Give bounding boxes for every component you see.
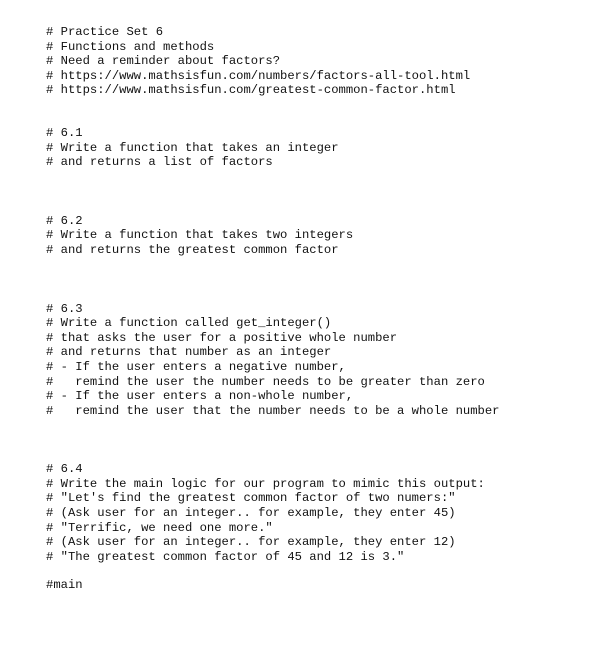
code-line: # https://www.mathsisfun.com/numbers/factors-all-tool.html: [46, 68, 471, 83]
code-line: # that asks the user for a positive whole number: [46, 330, 398, 345]
exercise-6-1-block: [46, 126, 606, 170]
code-line: # Write a function that takes two integers: [46, 228, 354, 243]
code-line: # remind the user that the number needs to be a whole number: [46, 403, 500, 418]
main-block: [46, 578, 606, 593]
code-line: # - If the user enters a non-whole number,: [46, 389, 354, 404]
code-line: # 6.2: [46, 213, 83, 228]
code-line: # "Let's find the greatest common factor of two numers:": [46, 491, 456, 506]
code-line: # Need a reminder about factors?: [46, 54, 281, 69]
code-line: # Write the main logic for our program to mimic this output:: [46, 476, 485, 491]
code-line: # Write a function called get_integer(): [46, 316, 332, 331]
code-line: #main: [46, 578, 83, 593]
code-line: # "Terrific, we need one more.": [46, 520, 273, 535]
code-line: # Functions and methods: [46, 39, 215, 54]
code-line: # Practice Set 6: [46, 25, 164, 39]
code-line: # 6.4: [46, 462, 83, 477]
code-line: # "The greatest common factor of 45 and 12 is 3.": [46, 549, 405, 564]
code-line: # remind the user the number needs to be greater than zero: [46, 374, 485, 389]
code-line: # - If the user enters a negative number,: [46, 359, 346, 374]
code-line: # 6.1: [46, 125, 83, 140]
exercise-6-4-block: [46, 462, 606, 564]
header-comment-block: [46, 25, 606, 98]
code-editor[interactable]: [46, 25, 606, 593]
code-line: # https://www.mathsisfun.com/greatest-common-factor.html: [46, 83, 456, 98]
code-line: # and returns a list of factors: [46, 155, 273, 170]
code-line: # and returns the greatest common factor: [46, 242, 339, 257]
code-line: # (Ask user for an integer.. for example, they enter 45): [46, 506, 456, 521]
exercise-6-2-block: [46, 214, 606, 258]
code-line: # 6.3: [46, 301, 83, 316]
code-line: # Write a function that takes an integer: [46, 140, 339, 155]
exercise-6-3-block: [46, 302, 606, 419]
code-line: # (Ask user for an integer.. for example, they enter 12): [46, 535, 456, 550]
code-line: # and returns that number as an integer: [46, 345, 332, 360]
